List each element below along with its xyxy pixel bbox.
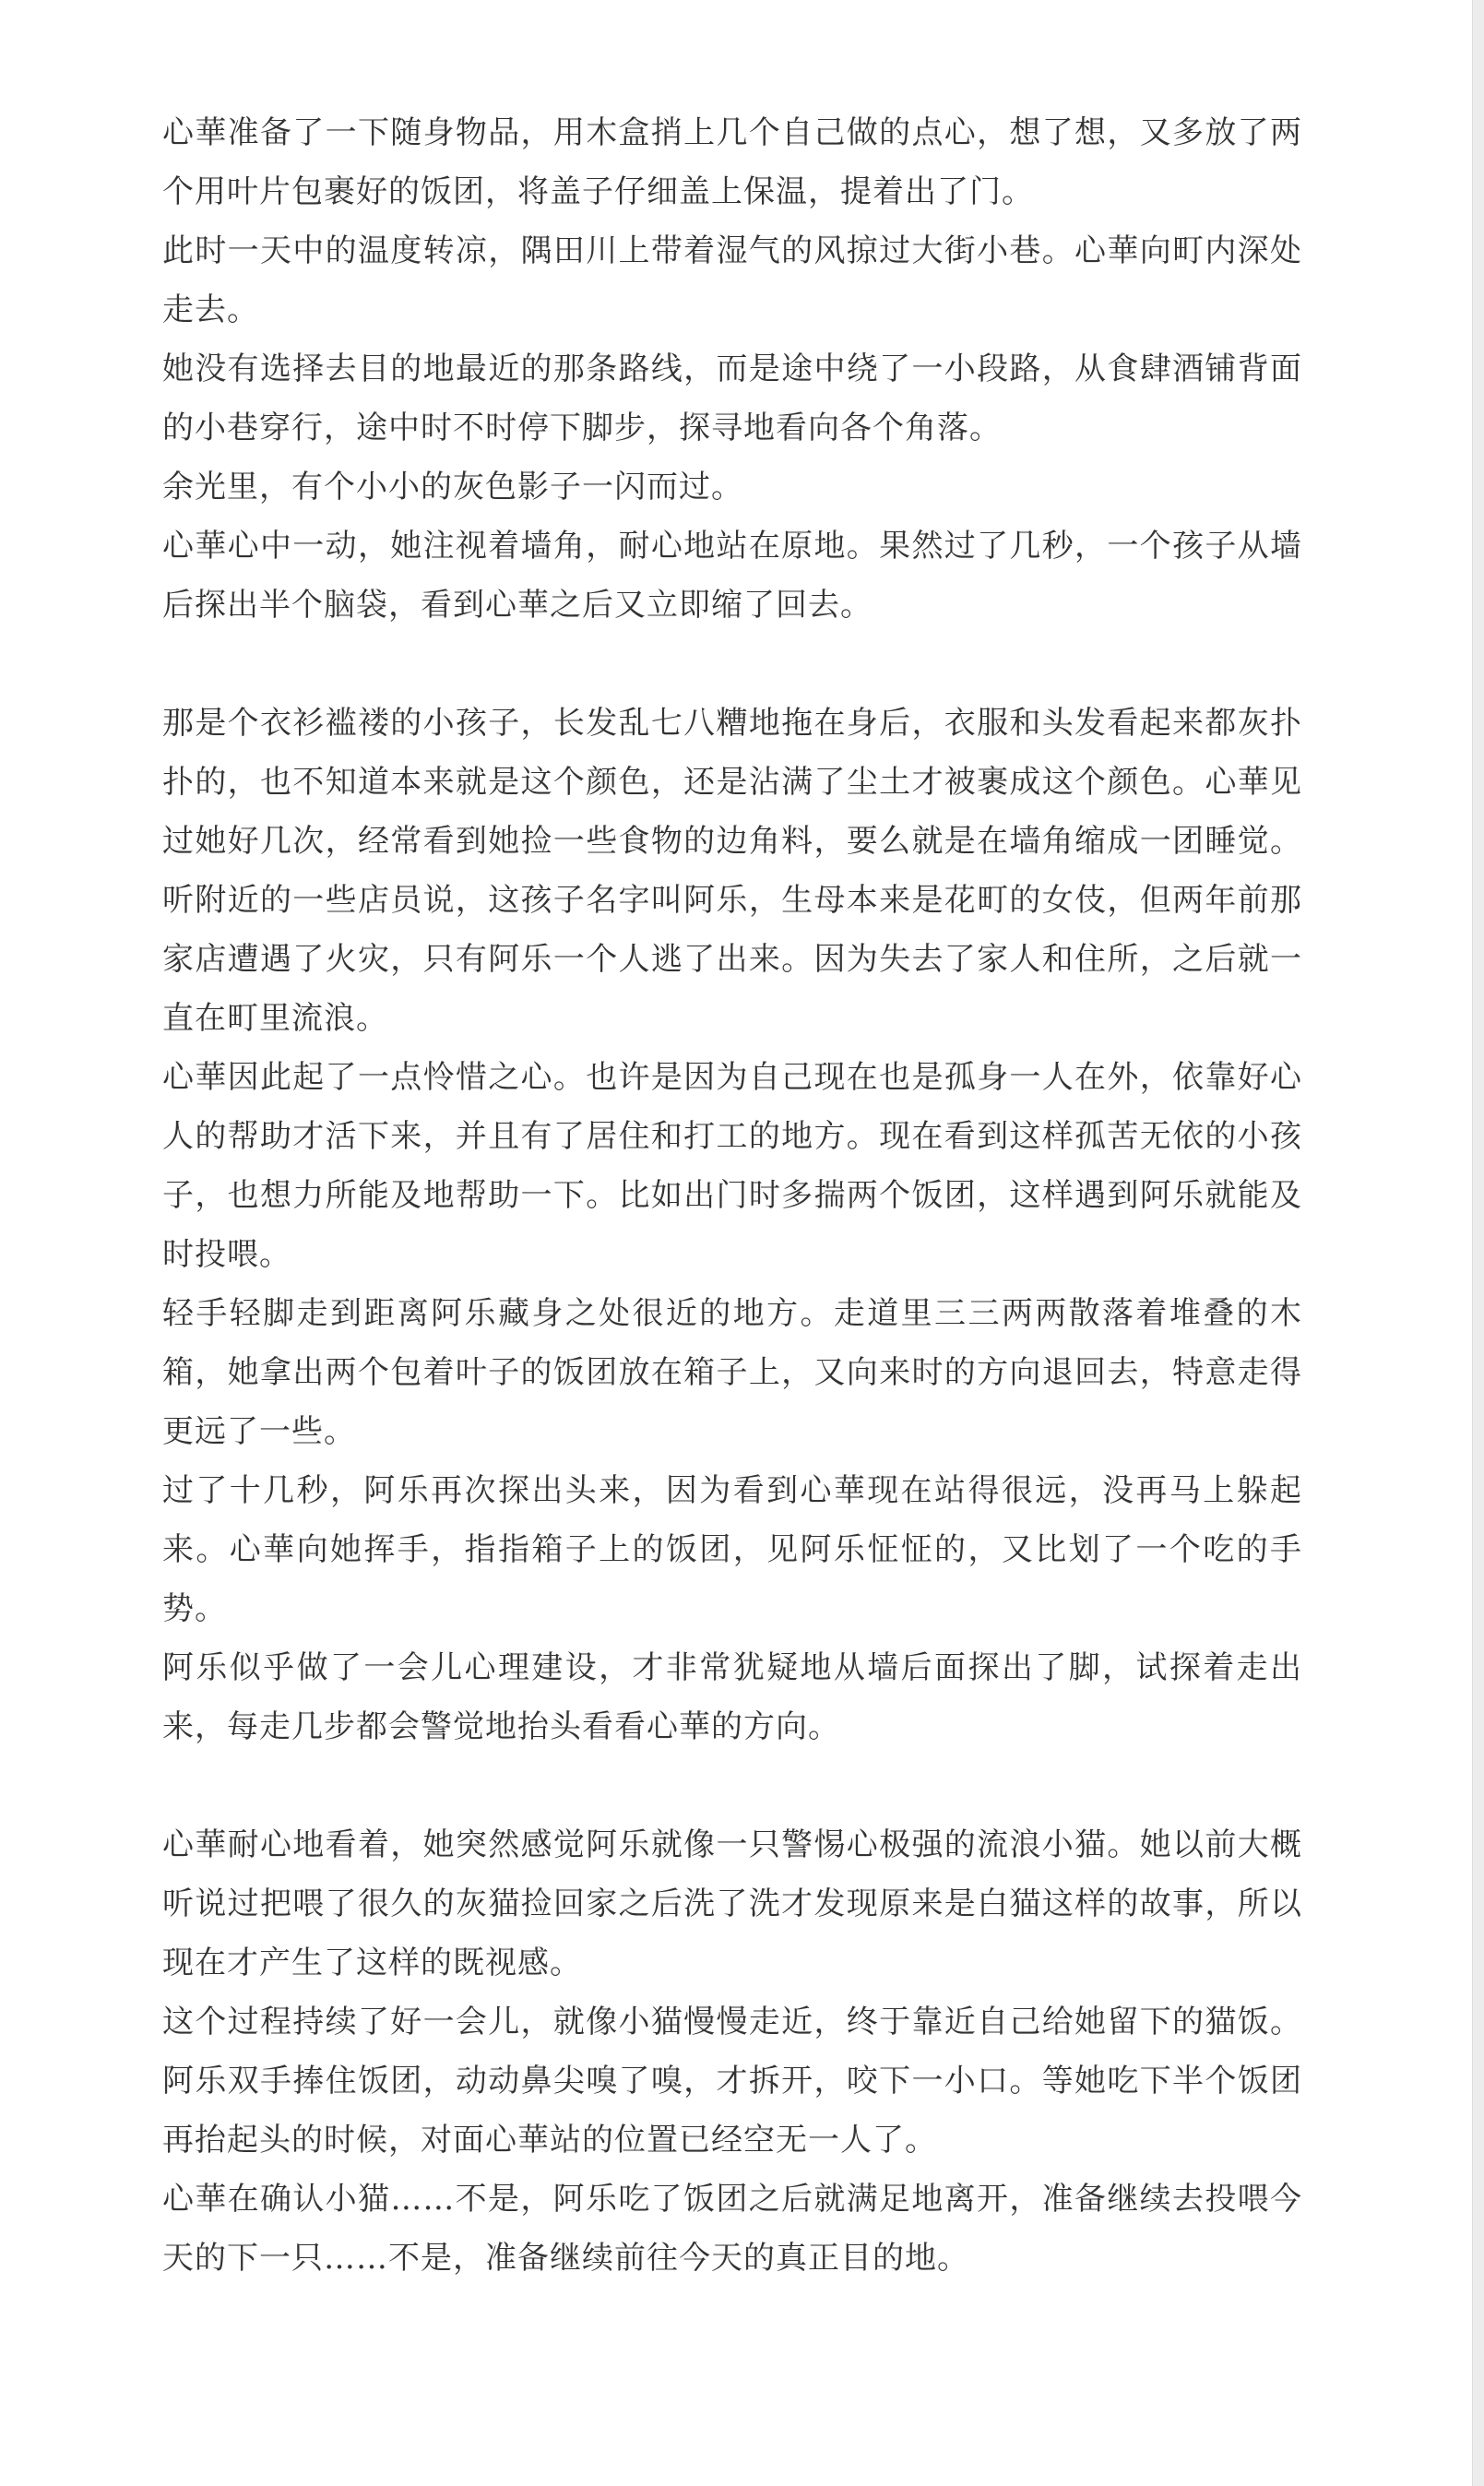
paragraph-9: 过了十几秒，阿乐再次探出头来，因为看到心華现在站得很远，没再马上躲起来。心華向她挥手，指指箱子上的饭团，见阿乐怔怔的，又比划了一个吃的手势。	[162, 1472, 1302, 1627]
paragraph-6: 那是个衣衫褴褛的小孩子，长发乱七八糟地拖在身后，衣服和头发看起来都灰扑扑的，也不知道本来就是这个颜色，还是沾满了尘土才被裹成这个颜色。心華见过她好几次，经常看到她捡一些食物的边角料，要么就是在墙角缩成一团睡觉。听附近的一些店员说，这孩子名字叫阿乐，生母本来是花町的女伎，但两年前那家店遭遇了火灾，只有阿乐一个人逃了出来。因为失去了家人和住所，之后就一直在町里流浪。	[162, 705, 1302, 1037]
paragraph-break	[162, 635, 1302, 694]
paragraph-12: 这个过程持续了好一会儿，就像小猫慢慢走近，终于靠近自己给她留下的猫饭。阿乐双手捧住饭团，动动鼻尖嗅了嗅，才拆开，咬下一小口。等她吃下半个饭团再抬起头的时候，对面心華站的位置已经空无一人了。	[162, 2004, 1302, 2159]
paragraph-13: 心華在确认小猫……不是，阿乐吃了饭团之后就满足地离开，准备继续去投喂今天的下一只……不是，准备继续前往今天的真正目的地。	[162, 2181, 1302, 2277]
paragraph-10: 阿乐似乎做了一会儿心理建设，才非常犹疑地从墙后面探出了脚，试探着走出来，每走几步都会警觉地抬头看看心華的方向。	[162, 1649, 1302, 1745]
paragraph-break	[162, 1756, 1302, 1815]
paragraph-5: 心華心中一动，她注视着墙角，耐心地站在原地。果然过了几秒，一个孩子从墙后探出半个脑袋，看到心華之后又立即缩了回去。	[162, 528, 1302, 624]
paragraph-7: 心華因此起了一点怜惜之心。也许是因为自己现在也是孤身一人在外，依靠好心人的帮助才活下来，并且有了居住和打工的地方。现在看到这样孤苦无依的小孩子，也想力所能及地帮助一下。比如出门时多揣两个饭团，这样遇到阿乐就能及时投喂。	[162, 1059, 1302, 1273]
paragraph-3: 她没有选择去目的地最近的那条路线，而是途中绕了一小段路，从食肆酒铺背面的小巷穿行，途中时不时停下脚步，探寻地看向各个角落。	[162, 351, 1302, 446]
paragraph-2: 此时一天中的温度转凉，隅田川上带着湿气的风掠过大街小巷。心華向町内深处走去。	[162, 232, 1302, 328]
paragraph-8: 轻手轻脚走到距离阿乐藏身之处很近的地方。走道里三三两两散落着堆叠的木箱，她拿出两个包着叶子的饭团放在箱子上，又向来时的方向退回去，特意走得更远了一些。	[162, 1295, 1302, 1450]
paragraph-1: 心華准备了一下随身物品，用木盒捎上几个自己做的点心，想了想，又多放了两个用叶片包裹好的饭团，将盖子仔细盖上保温，提着出了门。	[162, 114, 1302, 210]
paragraph-4: 余光里，有个小小的灰色影子一闪而过。	[162, 469, 743, 506]
paragraph-11: 心華耐心地看着，她突然感觉阿乐就像一只警惕心极强的流浪小猫。她以前大概听说过把喂了很久的灰猫捡回家之后洗了洗才发现原来是白猫这样的故事，所以现在才产生了这样的既视感。	[162, 1826, 1302, 1981]
page-edge-strip	[1472, 0, 1484, 2486]
article-body	[162, 103, 1302, 2288]
